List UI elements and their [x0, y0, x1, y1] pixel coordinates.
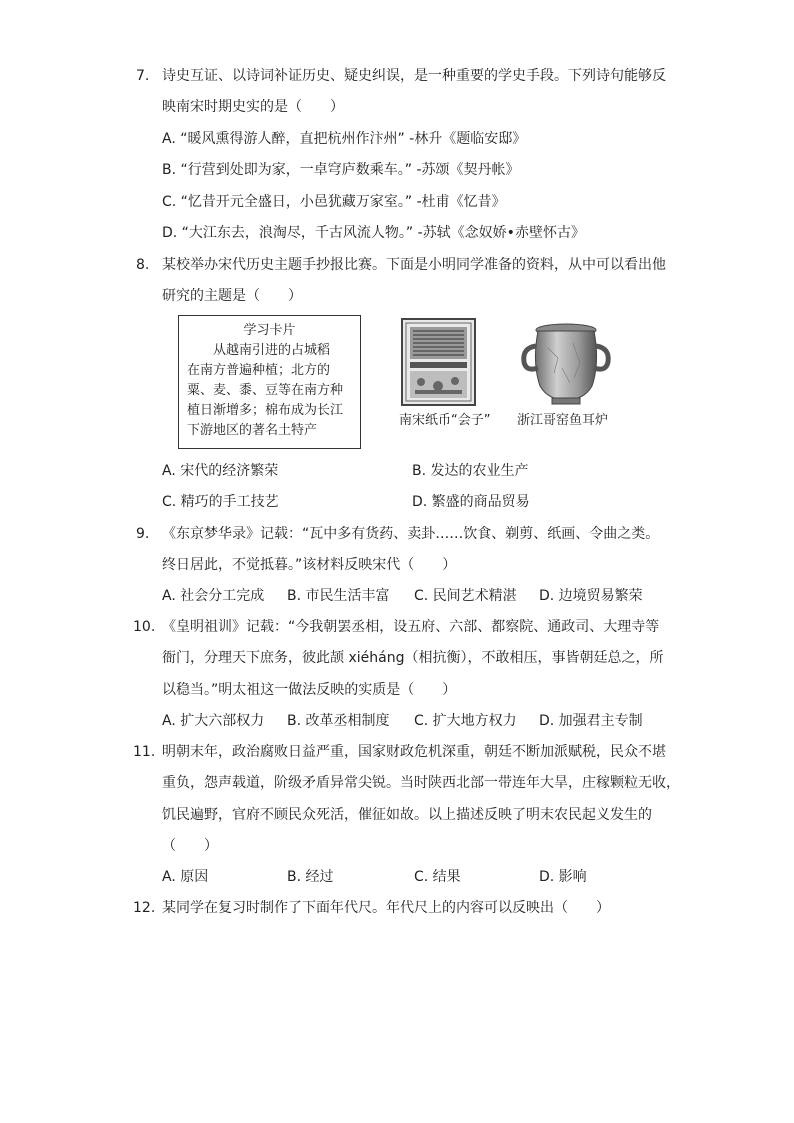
question-stem-line: 某同学在复习时制作了下面年代尺。年代尺上的内容可以反映出（ ）: [162, 900, 610, 916]
censer-caption: 浙江哥窑鱼耳炉: [517, 413, 609, 428]
study-card-line: 下游地区的著名土特产: [187, 423, 318, 438]
option-d: D. 影响: [539, 869, 587, 885]
option-b: B. 发达的农业生产: [412, 463, 529, 479]
option-d: D. 加强君主专制: [539, 713, 643, 729]
option-b: B. 市民生活丰富: [287, 588, 390, 604]
option-b: B. 经过: [287, 869, 334, 885]
question-stem-line: 终日居此，不觉抵暮。”该材料反映宋代（ ）: [162, 557, 457, 573]
question-stem-line: 以稳当。”明太祖这一做法反映的实质是（ ）: [162, 682, 457, 698]
question-stem-line: 衙门，分理天下庶务，彼此颉 xiéháng（相抗衡），不敢相压，事皆朝廷总之，所: [162, 650, 664, 666]
question-number: 7.: [136, 68, 150, 84]
option-c: C. 结果: [414, 869, 461, 885]
question-stem-line: 研究的主题是（ ）: [162, 288, 302, 304]
option-a: A. 原因: [162, 869, 209, 885]
question-number: 12.: [133, 900, 156, 916]
question-stem-line: （ ）: [162, 838, 218, 854]
option-a: A. “暖风熏得游人醉，直把杭州作汴州” -林升《题临安邸》: [162, 131, 527, 147]
option-c: C. 精巧的手工技艺: [162, 494, 279, 510]
option-d: D. 边境贸易繁荣: [539, 588, 643, 604]
question-stem-line: 明朝末年，政治腐败日益严重，国家财政危机深重，朝廷不断加派赋税，民众不堪: [162, 744, 666, 760]
option-a: A. 宋代的经济繁荣: [162, 463, 279, 479]
study-card: [178, 315, 361, 449]
study-card-line: 粟、麦、黍、豆等在南方种: [187, 383, 344, 398]
question-stem-line: 《皇明祖训》记载：“今我朝罢丞相，设五府、六部、都察院、通政司、大理寺等: [162, 619, 660, 635]
study-card-line: 植日渐增多；棉布成为长江: [187, 403, 344, 418]
paper-money-image: [401, 318, 476, 406]
option-c: C. “忆昔开元全盛日，小邑犹藏万家室。” -杜甫《忆昔》: [162, 194, 506, 210]
option-c: C. 扩大地方权力: [414, 713, 517, 729]
question-number: 10.: [133, 619, 156, 635]
study-card-title: 学习卡片: [243, 323, 296, 338]
question-stem-line: 《东京梦华录》记载：“瓦中多有货药、卖卦……饮食、剃剪、纸画、令曲之类。: [162, 526, 660, 542]
option-a: A. 社会分工完成: [162, 588, 265, 604]
study-card-line: 在南方普遍种植；北方的: [187, 363, 331, 378]
study-card-line: 从越南引进的占城稻: [187, 343, 331, 358]
question-number: 8.: [136, 257, 150, 273]
option-d: D. “大江东去，浪淘尽，千古风流人物。” -苏轼《念奴娇•赤壁怀古》: [162, 225, 585, 241]
question-number: 11.: [133, 744, 156, 760]
celadon-censer-image: [518, 318, 614, 408]
option-d: D. 繁盛的商品贸易: [412, 494, 530, 510]
question-number: 9.: [136, 526, 150, 542]
question-stem-line: 映南宋时期史实的是（ ）: [162, 99, 344, 115]
paper-money-caption: 南宋纸币“会子”: [399, 413, 491, 428]
question-stem-line: 诗史互证、以诗词补证历史、疑史纠误，是一种重要的学史手段。下列诗句能够反: [162, 68, 666, 84]
question-stem-line: 重负，怨声载道，阶级矛盾异常尖锐。当时陕西北部一带连年大旱，庄稼颗粒无收，: [162, 775, 680, 791]
option-b: B. 改革丞相制度: [287, 713, 390, 729]
question-stem-line: 饥民遍野，官府不顾民众死活，催征如故。以上描述反映了明末农民起义发生的: [162, 807, 652, 823]
option-b: B. “行营到处即为家，一卓穹庐数乘车。” -苏颂《契丹帐》: [162, 162, 520, 178]
question-stem-line: 某校举办宋代历史主题手抄报比赛。下面是小明同学准备的资料，从中可以看出他: [162, 257, 666, 273]
option-a: A. 扩大六部权力: [162, 713, 265, 729]
option-c: C. 民间艺术精湛: [414, 588, 517, 604]
